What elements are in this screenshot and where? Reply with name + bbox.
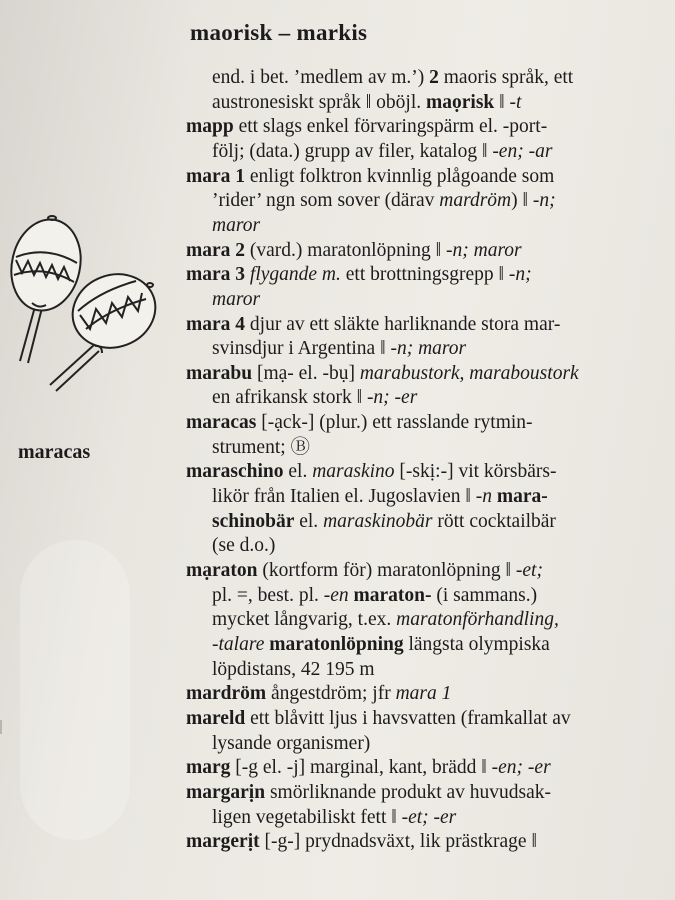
definition-text: mycket långvarig, t.ex.	[212, 609, 397, 631]
definition-text: end. i bet. ’medlem av m.’)	[212, 67, 430, 88]
definition-text: [-ạck-] (plur.) ett rasslande rytmin-	[256, 412, 533, 434]
definition-text: [mạ- el. -bụ]	[252, 362, 360, 384]
headword: maraton-	[353, 584, 432, 606]
inflection-text: -et;	[515, 560, 543, 581]
definition-text: (kortform för) maratonlöpning ǁ	[257, 560, 516, 581]
margin-mark	[0, 720, 10, 734]
entry-line	[212, 633, 550, 657]
entry-line	[212, 658, 375, 682]
definition-text: en afrikansk stork ǁ	[212, 387, 367, 409]
definition-text: ǁ	[494, 91, 510, 113]
definition-text: djur av ett släkte harliknande stora mar-	[245, 313, 561, 335]
definition-text: el.	[283, 461, 313, 483]
headword: mara 4	[186, 313, 246, 335]
definition-text: pl. =, best. pl.	[212, 584, 324, 606]
definition-text: enligt folktron kvinnlig plågoande som	[245, 165, 555, 187]
entry-line	[186, 682, 451, 706]
maracas-drawing-icon	[2, 205, 172, 410]
headword: maraschino	[186, 461, 284, 483]
entry-line	[212, 288, 260, 312]
entry-line	[186, 411, 533, 435]
headword: mạraton	[186, 560, 258, 581]
definition-text: längsta olympiska	[403, 633, 550, 655]
definition-text: [-g-] prydnadsväxt, lik prästkrage ǁ	[259, 831, 537, 853]
entry-line	[186, 559, 543, 583]
headword: margerịt	[186, 831, 260, 853]
entry-line	[186, 781, 551, 805]
entry-line	[212, 91, 521, 115]
definition-text: [-g el. -j] marginal, kant, brädd ǁ	[230, 757, 492, 779]
headword: maracas	[186, 412, 257, 434]
entry-line	[212, 608, 559, 632]
inflection-text: maror	[212, 214, 261, 236]
entry-line	[212, 732, 370, 756]
inflection-text: -en	[323, 584, 349, 606]
inflection-text: -n	[475, 486, 493, 508]
definition-text: strument; Ⓑ	[212, 436, 311, 458]
entry-line	[186, 165, 554, 189]
definition-text: (se d.o.)	[212, 535, 276, 557]
definition-text: svinsdjur i Argentina ǁ	[212, 338, 391, 360]
headword: marabu	[186, 362, 253, 384]
definition-text: el.	[294, 510, 324, 532]
definition-text: ett brottningsgrepp ǁ	[340, 264, 509, 286]
entry-line	[186, 362, 579, 386]
inflection-text: mara 1	[395, 683, 452, 705]
entry-line	[212, 140, 552, 164]
headword: mardröm	[186, 683, 267, 705]
headword: 2	[429, 67, 439, 88]
entry-line	[212, 214, 260, 238]
illustration-caption: maracas	[18, 441, 91, 463]
entry-line	[212, 534, 275, 558]
headword: maratonlöpning	[269, 633, 404, 655]
definition-text: maoris språk, ett	[438, 67, 574, 88]
definition-text: [-skị:-] vit körsbärs-	[394, 461, 557, 483]
definition-text: likör från Italien el. Jugoslavien ǁ	[212, 486, 476, 508]
running-head: maorisk – markis	[190, 20, 368, 45]
entry-line	[186, 263, 532, 287]
entry-line	[186, 707, 571, 731]
inflection-text: -n;	[508, 264, 532, 286]
entry-line	[212, 337, 466, 361]
inflection-text: flygande m.	[249, 264, 341, 286]
headword: maọrisk	[426, 91, 495, 113]
headword: mara 1	[186, 165, 246, 187]
definition-text: ligen vegetabiliskt fett ǁ	[212, 806, 402, 828]
headword: mapp	[186, 116, 234, 138]
headword: mara 2	[186, 239, 246, 261]
headword: schinobär	[212, 510, 295, 532]
headword: margarịn	[186, 781, 266, 803]
entry-line	[212, 485, 548, 509]
definition-text: följ; (data.) grupp av filer, katalog ǁ	[212, 140, 493, 162]
inflection-text: maror	[212, 288, 261, 310]
headword: mara-	[496, 486, 548, 508]
entry-line	[186, 115, 547, 139]
definition-text: austronesiskt språk ǁ oböjl.	[212, 91, 426, 113]
entry-line	[186, 830, 537, 854]
definition-text: lysande organismer)	[212, 732, 371, 754]
inflection-text: mardröm	[439, 190, 512, 212]
entry-line	[186, 460, 556, 484]
inflection-text: -n; maror	[390, 338, 467, 360]
definition-text: löpdistans, 42 195 m	[212, 658, 375, 680]
inflection-text: -et; -er	[401, 806, 457, 828]
definition-text: ) ǁ	[511, 190, 533, 212]
definition-text: (i sammans.)	[431, 584, 538, 606]
entry-line	[186, 756, 551, 780]
entry-line	[212, 189, 556, 213]
definition-text: smörliknande produkt av huvudsak-	[265, 781, 552, 803]
inflection-text: -t	[509, 91, 522, 113]
headword: marg	[186, 757, 231, 779]
entry-line	[212, 584, 537, 608]
headword: mareld	[186, 707, 246, 729]
entry-line	[212, 386, 417, 410]
definition-text: ett slags enkel förvaringspärm el. -port-	[233, 116, 548, 138]
inflection-text: -n; maror	[446, 239, 522, 261]
definition-text: (vard.) maratonlöpning ǁ	[245, 239, 446, 261]
entry-line	[186, 313, 560, 337]
definition-text: ’rider’ ngn som sover (därav	[212, 190, 440, 212]
inflection-text: -talare	[212, 633, 265, 655]
inflection-text: maraskinobär	[323, 510, 433, 532]
inflection-text: marabustork, maraboustork	[359, 362, 579, 384]
entry-line	[212, 436, 310, 460]
inflection-text: -en; -ar	[492, 140, 553, 162]
inflection-text: -n;	[532, 190, 556, 212]
entry-line	[212, 510, 556, 534]
background-page-shadow	[20, 540, 130, 840]
entry-line	[212, 66, 573, 90]
inflection-text: -n; -er	[366, 387, 418, 409]
definition-text: ångestdröm; jfr	[266, 683, 396, 705]
entry-line	[186, 239, 522, 263]
definition-text: rött cocktailbär	[432, 510, 556, 532]
definition-text: ett blåvitt ljus i havsvatten (framkallat av	[245, 707, 571, 729]
inflection-text: maratonförhandling,	[396, 609, 559, 631]
entry-line	[212, 806, 456, 830]
headword: mara 3	[186, 264, 246, 286]
inflection-text: -en; -er	[491, 757, 551, 779]
inflection-text: maraskino	[312, 461, 395, 483]
